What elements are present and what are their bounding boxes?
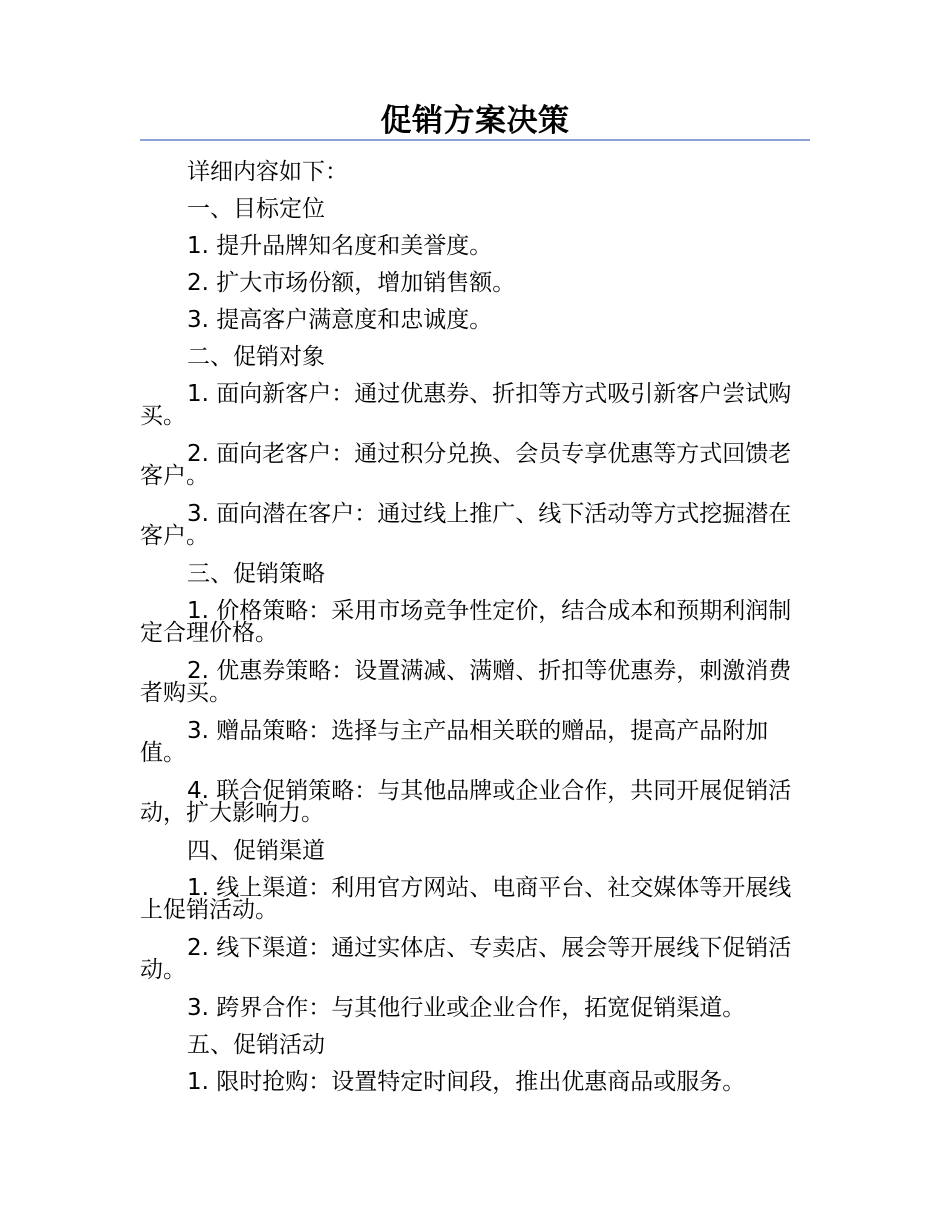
list-item: 2. 扩大市场份额，增加销售额。 bbox=[187, 270, 516, 296]
list-item: 1. 限时抢购：设置特定时间段，推出优惠商品或服务。 bbox=[187, 1069, 746, 1095]
section-heading-target: 一、目标定位 bbox=[187, 196, 325, 222]
list-item: 1. 提升品牌知名度和美誉度。 bbox=[187, 233, 493, 259]
list-item: 4. 联合促销策略：与其他品牌或企业合作，共同开展促销活动，扩大影响力。 bbox=[140, 778, 792, 826]
list-item: 2. 面向老客户：通过积分兑换、会员专享优惠等方式回馈老客户。 bbox=[140, 441, 792, 489]
section-heading-channels: 四、促销渠道 bbox=[187, 838, 325, 864]
list-item: 3. 提高客户满意度和忠诚度。 bbox=[187, 307, 493, 333]
document-body bbox=[140, 155, 810, 1102]
list-item: 1. 价格策略：采用市场竞争性定价，结合成本和预期利润制定合理价格。 bbox=[140, 598, 792, 646]
intro-paragraph: 详细内容如下： bbox=[187, 159, 348, 185]
document-title: 促销方案决策 bbox=[380, 103, 570, 139]
list-item: 2. 优惠券策略：设置满减、满赠、折扣等优惠券，刺激消费者购买。 bbox=[140, 658, 792, 706]
section-heading-activities: 五、促销活动 bbox=[187, 1032, 325, 1058]
list-item: 3. 赠品策略：选择与主产品相关联的赠品，提高产品附加值。 bbox=[140, 718, 769, 766]
section-heading-strategy: 三、促销策略 bbox=[187, 561, 325, 587]
list-item: 1. 面向新客户：通过优惠券、折扣等方式吸引新客户尝试购买。 bbox=[140, 381, 792, 429]
section-heading-audience: 二、促销对象 bbox=[187, 344, 325, 370]
list-item: 3. 面向潜在客户：通过线上推广、线下活动等方式挖掘潜在客户。 bbox=[140, 501, 792, 549]
title-underline bbox=[140, 139, 810, 141]
list-item: 3. 跨界合作：与其他行业或企业合作，拓宽促销渠道。 bbox=[187, 995, 746, 1021]
list-item: 2. 线下渠道：通过实体店、专卖店、展会等开展线下促销活动。 bbox=[140, 935, 792, 983]
list-item: 1. 线上渠道：利用官方网站、电商平台、社交媒体等开展线上促销活动。 bbox=[140, 875, 792, 923]
